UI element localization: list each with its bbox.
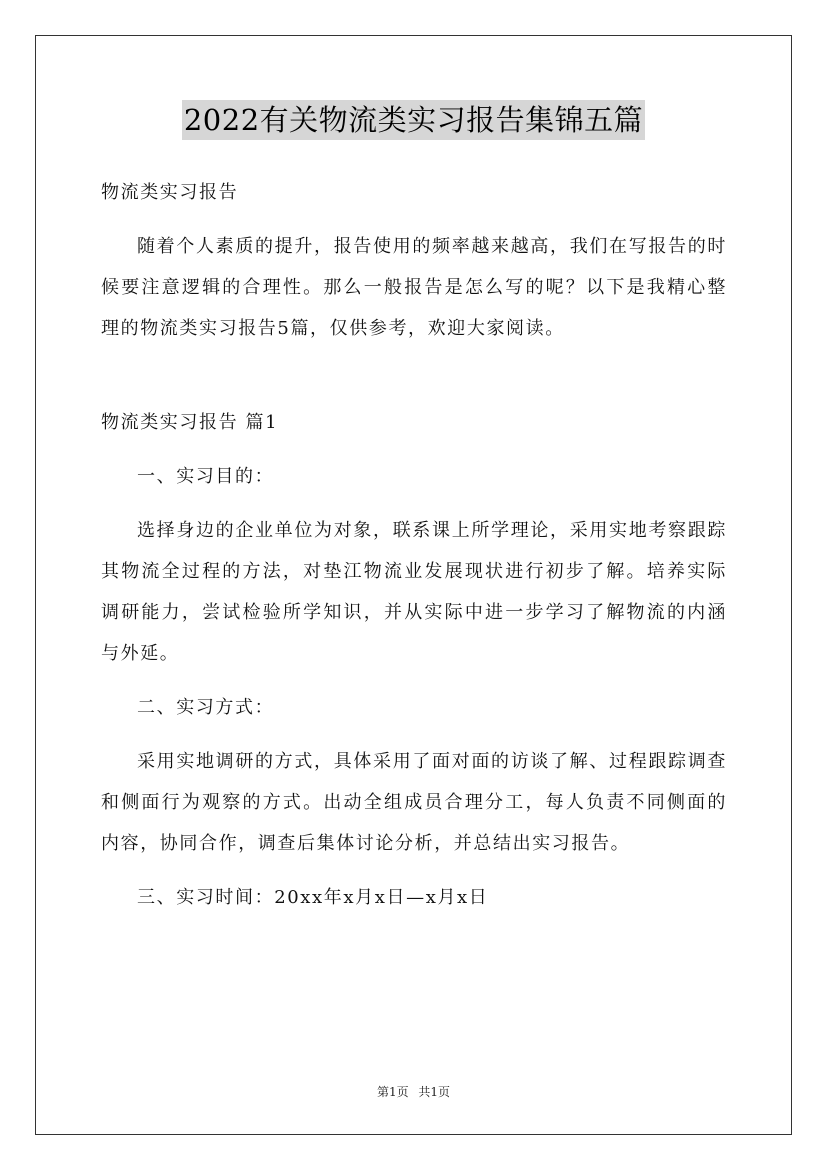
paragraph: 三、实习时间：20xx年x月x日—x月x日 xyxy=(137,887,489,908)
paragraph: 采用实地调研的方式，具体采用了面对面的访谈了解、过程跟踪调查和侧面行为观察的方式。出动全组成员合理分工，每人负责不同侧面的内容，协同合作，调查后集体讨论分析，并总结出实习报告。 xyxy=(101,751,727,854)
section-heading: 物流类实习报告 xyxy=(101,182,239,203)
paragraph: 一、实习目的： xyxy=(137,466,275,487)
title-container xyxy=(0,100,827,140)
section-heading: 物流类实习报告 篇1 xyxy=(101,412,279,433)
page-footer xyxy=(0,1083,827,1100)
paragraph: 随着个人素质的提升，报告使用的频率越来越高，我们在写报告的时候要注意逻辑的合理性。那么一般报告是怎么写的呢？以下是我精心整理的物流类实习报告5篇，仅供参考，欢迎大家阅读。 xyxy=(101,236,727,339)
spacer xyxy=(101,362,727,402)
paragraph: 选择身边的企业单位为对象，联系课上所学理论，采用实地考察跟踪其物流全过程的方法，对垫江物流业发展现状进行初步了解。培养实际调研能力，尝试检验所学知识，并从实际中进一步学习了解物流的内涵与外延。 xyxy=(101,520,727,664)
document-title: 2022有关物流类实习报告集锦五篇 xyxy=(182,100,645,140)
page-total: 共1页 xyxy=(418,1085,451,1099)
document-body xyxy=(101,172,727,931)
page-number: 第1页 xyxy=(376,1085,409,1099)
paragraph: 二、实习方式： xyxy=(137,697,275,718)
